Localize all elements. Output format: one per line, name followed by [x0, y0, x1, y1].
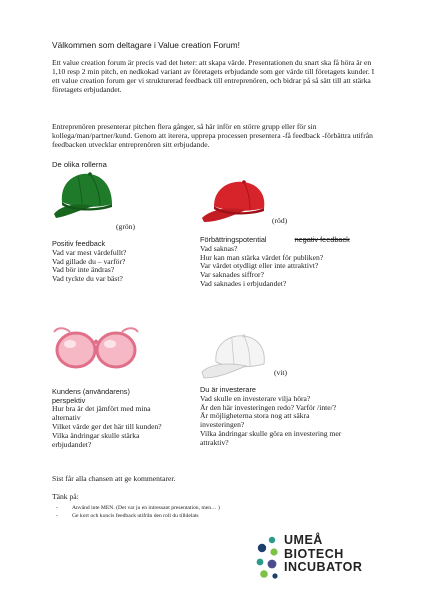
white-question: investeringen?: [200, 420, 245, 430]
pink-role-heading: Kundens (användarens): [52, 387, 130, 396]
logo-mark-icon: [252, 534, 280, 582]
green-cap-image: [50, 170, 118, 225]
red-role-heading: Förbättringspotential: [200, 235, 267, 244]
green-role-heading: Positiv feedback: [52, 239, 106, 248]
intro-paragraph: Ett value creation forum är precis vad det heter: att skapa värde. Presentationen du snart ska få höra är en 1,10 resp 2 min pitch, en nedkokad variant av företagets erbjudande som ger värde till företagets kunder. I ett value creation forum ger vi strukturerad feedback till entreprenören, och bidrar på så sätt till att stärka företagets erbjudandet.: [52, 58, 375, 95]
red-question: Var saknades siffror?: [200, 270, 264, 280]
role-pink: [52, 388, 202, 450]
pink-question: erbjudandet?: [52, 439, 92, 449]
roles-heading: De olika rollerna: [52, 160, 107, 169]
white-question: Är möjligheterna stora nog att säkra: [200, 411, 310, 421]
pink-question: Hur bra är det jämfört med mina: [52, 404, 151, 414]
white-question: attraktiv?: [200, 438, 229, 448]
role-red: [200, 236, 400, 289]
white-color-label: (vit): [274, 368, 288, 377]
role-green: [52, 240, 202, 284]
logo-line-1: UMEÅ: [284, 533, 323, 547]
page-title: Välkommen som deltagare i Value creation Forum!: [52, 40, 240, 50]
red-role-struck-text: negativ feedback: [294, 235, 350, 244]
pink-question: alternativ: [52, 413, 81, 423]
pink-question: Vilket värde ger det här till kunden?: [52, 422, 162, 431]
process-paragraph: Entreprenören presenterar pitchen flera gånger, så här inför en större grupp eller för sin kollega/man/partner/kund. Genom att iterera, upprepa processen presentera -få feedback -förbättra utifrån feedbacken utvecklar entreprenören sitt erbjudande.: [52, 122, 373, 150]
logo-line-3: INCUBATOR: [284, 560, 363, 574]
green-question: Vad bör inte ändras?: [52, 265, 115, 275]
white-question: Vilka ändringar skulle göra en investering mer: [200, 429, 342, 439]
white-question: Vad skulle en investerare vilja höra?: [200, 393, 311, 403]
tip-item: - Ge kort och koncis feedback utifrån den roll du tilldelats: [52, 512, 302, 520]
white-question: Är den här investeringen redo? Varför /inte/?: [200, 402, 337, 412]
red-question: Hur kan man stärka värdet för publiken?: [200, 252, 324, 262]
pink-role-heading-cont: perspektiv: [52, 395, 86, 405]
think-heading: Tänk på:: [52, 492, 79, 501]
tips-list: [52, 504, 302, 520]
red-color-label: (röd): [272, 216, 288, 225]
green-question: Vad tyckte du var bäst?: [52, 274, 123, 284]
white-cap-image: [200, 332, 272, 384]
pink-question: Vilka ändringar skulle stärka: [52, 430, 140, 440]
red-question: Vad saknas?: [200, 243, 238, 253]
red-cap-image: [200, 178, 272, 230]
red-question: Var värdet otydligt eller inte attraktivt?: [200, 261, 319, 271]
green-question: Vad gillade du – varför?: [52, 256, 126, 266]
green-color-label: (grön): [116, 222, 135, 231]
umea-biotech-incubator-logo: [252, 530, 392, 586]
tip-item: - Använd inte MEN. (Det var ju en intressant presentation, men… ): [52, 504, 302, 512]
logo-line-2: BIOTECH: [284, 546, 344, 561]
green-question: Vad var mest värdefullt?: [52, 247, 127, 257]
pink-glasses-image: [48, 322, 144, 372]
white-role-heading: Du är investerare: [200, 385, 256, 394]
closing-text: Sist får alla chansen att ge kommentarer.: [52, 474, 176, 483]
role-white: [200, 386, 410, 448]
red-question: Vad saknades i erbjudandet?: [200, 279, 287, 289]
